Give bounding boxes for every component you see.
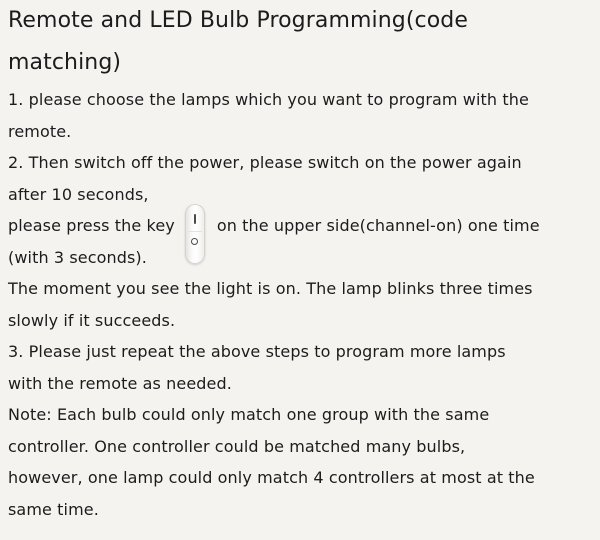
- text-line-6: (with 3 seconds).: [8, 247, 147, 267]
- text-line-10: with the remote as needed.: [8, 373, 232, 393]
- power-on-mark: [194, 214, 196, 224]
- document: [8, 0, 596, 525]
- text-line-7: The moment you see the light is on. The lamp blinks three times: [8, 279, 533, 298]
- title-line-1: Remote and LED Bulb Programming(code: [8, 8, 468, 33]
- text-line-5: [8, 210, 596, 242]
- text-line-3: 2. Then switch off the power, please switch on the power again: [8, 153, 522, 172]
- text-line-5-start: please press the key: [8, 216, 175, 235]
- instructions: [8, 84, 596, 525]
- switch-divider: [188, 231, 202, 232]
- text-line-9: 3. Please just repeat the above steps to program more lamps: [8, 342, 506, 361]
- power-off-mark: [191, 238, 198, 245]
- text-line-13: however, one lamp could only match 4 controllers at most at the: [8, 468, 535, 487]
- rocker-switch-icon: [185, 204, 205, 264]
- text-line-14: same time.: [8, 499, 99, 519]
- text-line-5-end: on the upper side(channel-on) one time: [216, 216, 540, 235]
- text-line-1: 1. please choose the lamps which you want to program with the: [8, 90, 529, 109]
- text-line-12: controller. One controller could be matched many bulbs,: [8, 436, 466, 456]
- text-line-4: after 10 seconds,: [8, 184, 149, 204]
- text-line-11: Note: Each bulb could only match one group with the same: [8, 405, 490, 424]
- text-line-8: slowly if it succeeds.: [8, 310, 176, 330]
- page-title: [8, 0, 596, 84]
- text-line-2: remote.: [8, 121, 72, 141]
- title-line-2: matching): [8, 50, 122, 75]
